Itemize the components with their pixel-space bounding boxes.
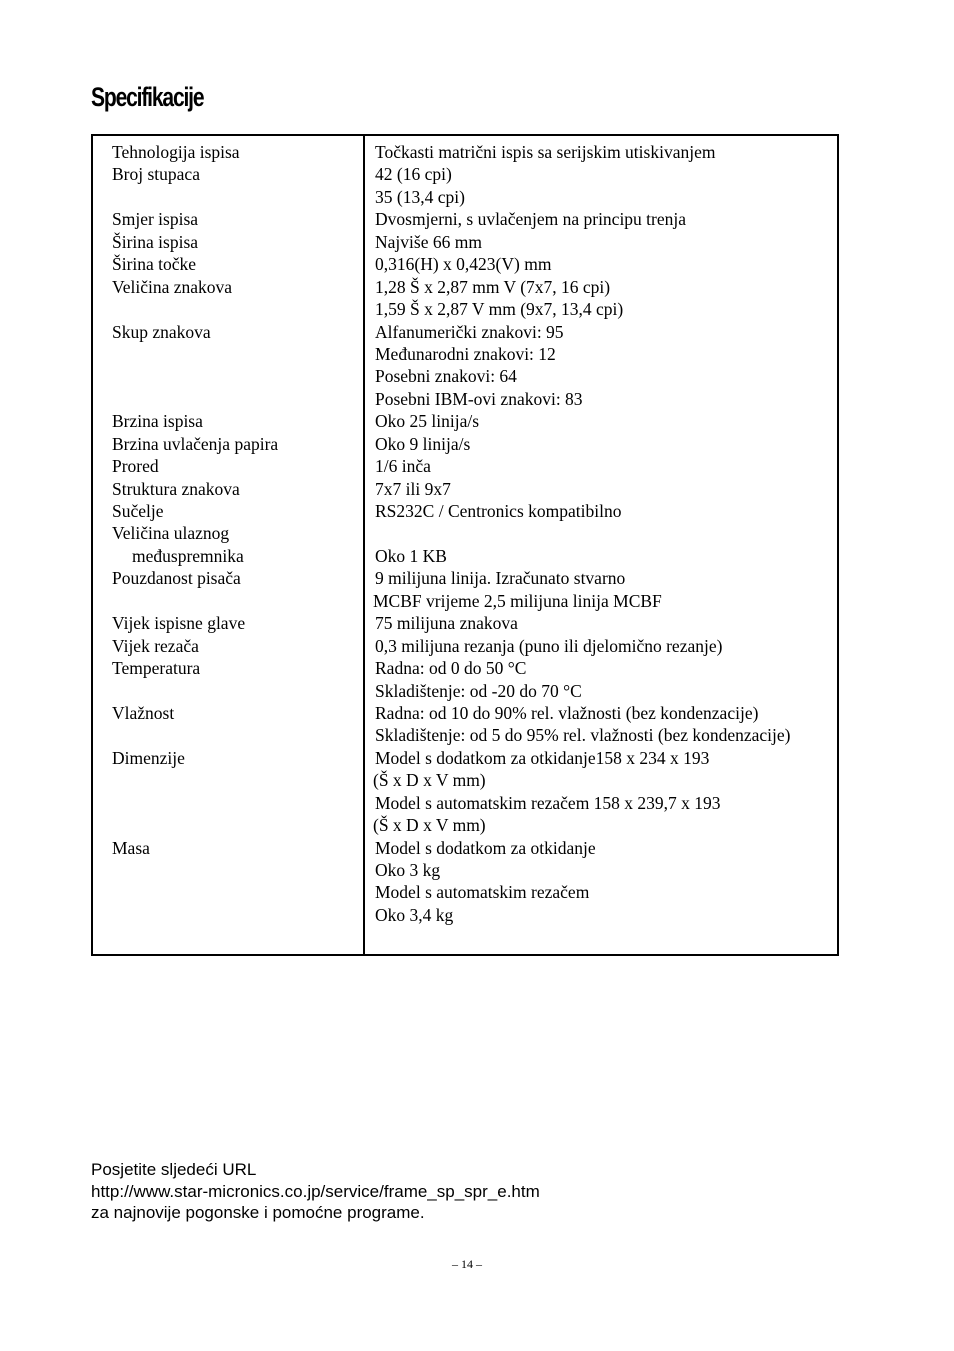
spec-label [112, 186, 278, 208]
spec-value: (Š x D x V mm) [373, 770, 486, 791]
spec-label: Prored [112, 456, 159, 477]
spec-label [112, 680, 278, 702]
spec-value: Oko 9 linija/s [375, 433, 471, 454]
spec-value: Međunarodni znakovi: 12 [375, 343, 556, 364]
spec-label [112, 904, 278, 926]
spec-label: Vijek rezača [112, 635, 199, 656]
spec-value: 0,3 milijuna rezanja (puno ili djelomično rezanje) [375, 635, 723, 656]
column-divider [363, 136, 365, 954]
spec-values-column [375, 141, 791, 926]
spec-value: 1,59 Š x 2,87 V mm (9x7, 13,4 cpi) [375, 299, 624, 320]
spec-value: Radna: od 10 do 90% rel. vlažnosti (bez kondenzacije) [375, 702, 759, 723]
spec-label: Širina točke [112, 254, 197, 275]
spec-value: 42 (16 cpi) [375, 164, 452, 185]
spec-label: Brzina uvlačenja papira [112, 433, 279, 454]
page-number: – 14 – [452, 1257, 482, 1271]
spec-value: 35 (13,4 cpi) [375, 186, 465, 207]
spec-label: Tehnologija ispisa [112, 142, 240, 162]
spec-value: Skladištenje: od -20 do 70 °C [375, 680, 582, 701]
spec-value: Oko 3,4 kg [375, 904, 454, 925]
footer-line: za najnovije pogonske i pomoćne programe. [91, 1203, 425, 1222]
spec-value: Dvosmjerni, s uvlačenjem na principu trenja [375, 209, 687, 230]
spec-value: Radna: od 0 do 50 °C [375, 658, 527, 679]
specifications-table [91, 134, 839, 956]
spec-label: Veličina znakova [112, 276, 233, 297]
spec-value: Točkasti matrični ispis sa serijskim utiskivanjem [375, 142, 716, 162]
spec-label: Pouzdanost pisača [112, 568, 241, 589]
spec-value: Model s dodatkom za otkidanje158 x 234 x 193 [375, 747, 710, 768]
spec-label [112, 814, 278, 836]
spec-label [112, 365, 278, 387]
spec-labels-column [112, 141, 278, 926]
spec-value: 75 milijuna znakova [375, 613, 518, 634]
spec-label: Smjer ispisa [112, 209, 199, 230]
spec-value: Oko 1 KB [375, 545, 447, 566]
spec-value: Model s automatskim rezačem 158 x 239,7 x 193 [375, 792, 721, 813]
spec-label: Širina ispisa [112, 231, 199, 252]
spec-value: Skladištenje: od 5 do 95% rel. vlažnosti (bez kondenzacije) [375, 725, 791, 746]
spec-label: Brzina ispisa [112, 411, 203, 432]
footer-url: http://www.star-micronics.co.jp/service/frame_sp_spr_e.htm [91, 1181, 540, 1201]
spec-value: Posebni znakovi: 64 [375, 366, 517, 387]
spec-label [112, 881, 278, 903]
footer-note [91, 1159, 540, 1224]
spec-value: Alfanumerički znakovi: 95 [375, 321, 564, 342]
spec-label: Vijek ispisne glave [112, 613, 246, 634]
spec-value: Najviše 66 mm [375, 231, 482, 252]
spec-label [112, 792, 278, 814]
spec-label [112, 859, 278, 881]
spec-value: MCBF vrijeme 2,5 milijuna linija MCBF [373, 590, 662, 611]
spec-label: Veličina ulaznog [112, 523, 230, 544]
spec-value: Model s dodatkom za otkidanje [375, 837, 596, 858]
footer-line: Posjetite sljedeći URL [91, 1160, 257, 1179]
spec-value: Model s automatskim rezačem [375, 882, 590, 903]
spec-label [112, 724, 278, 746]
spec-label: Struktura znakova [112, 478, 240, 499]
spec-label [112, 590, 278, 612]
spec-value [375, 522, 791, 544]
spec-label: međuspremnika [132, 545, 244, 566]
spec-value: 1/6 inča [375, 456, 431, 477]
spec-label: Broj stupaca [112, 164, 200, 185]
spec-label: Vlažnost [112, 702, 175, 723]
spec-label [112, 343, 278, 365]
spec-value: 0,316(H) x 0,423(V) mm [375, 254, 552, 275]
spec-value: Posebni IBM-ovi znakovi: 83 [375, 388, 583, 409]
spec-label [112, 388, 278, 410]
spec-label [112, 769, 278, 791]
page-title: Specifikacije [91, 82, 204, 112]
spec-value: (Š x D x V mm) [373, 815, 486, 836]
spec-label: Temperatura [112, 658, 201, 679]
spec-label: Masa [112, 837, 150, 858]
spec-value: 9 milijuna linija. Izračunato stvarno [375, 568, 626, 589]
spec-value: RS232C / Centronics kompatibilno [375, 501, 622, 521]
spec-label: Skup znakova [112, 321, 211, 342]
spec-value: Oko 25 linija/s [375, 411, 480, 432]
spec-value: 1,28 Š x 2,87 mm V (7x7, 16 cpi) [375, 276, 611, 297]
spec-value: Oko 3 kg [375, 860, 441, 880]
spec-label: Dimenzije [112, 747, 185, 768]
spec-label: Sučelje [112, 501, 164, 521]
spec-value: 7x7 ili 9x7 [375, 478, 451, 499]
spec-label [112, 298, 278, 320]
